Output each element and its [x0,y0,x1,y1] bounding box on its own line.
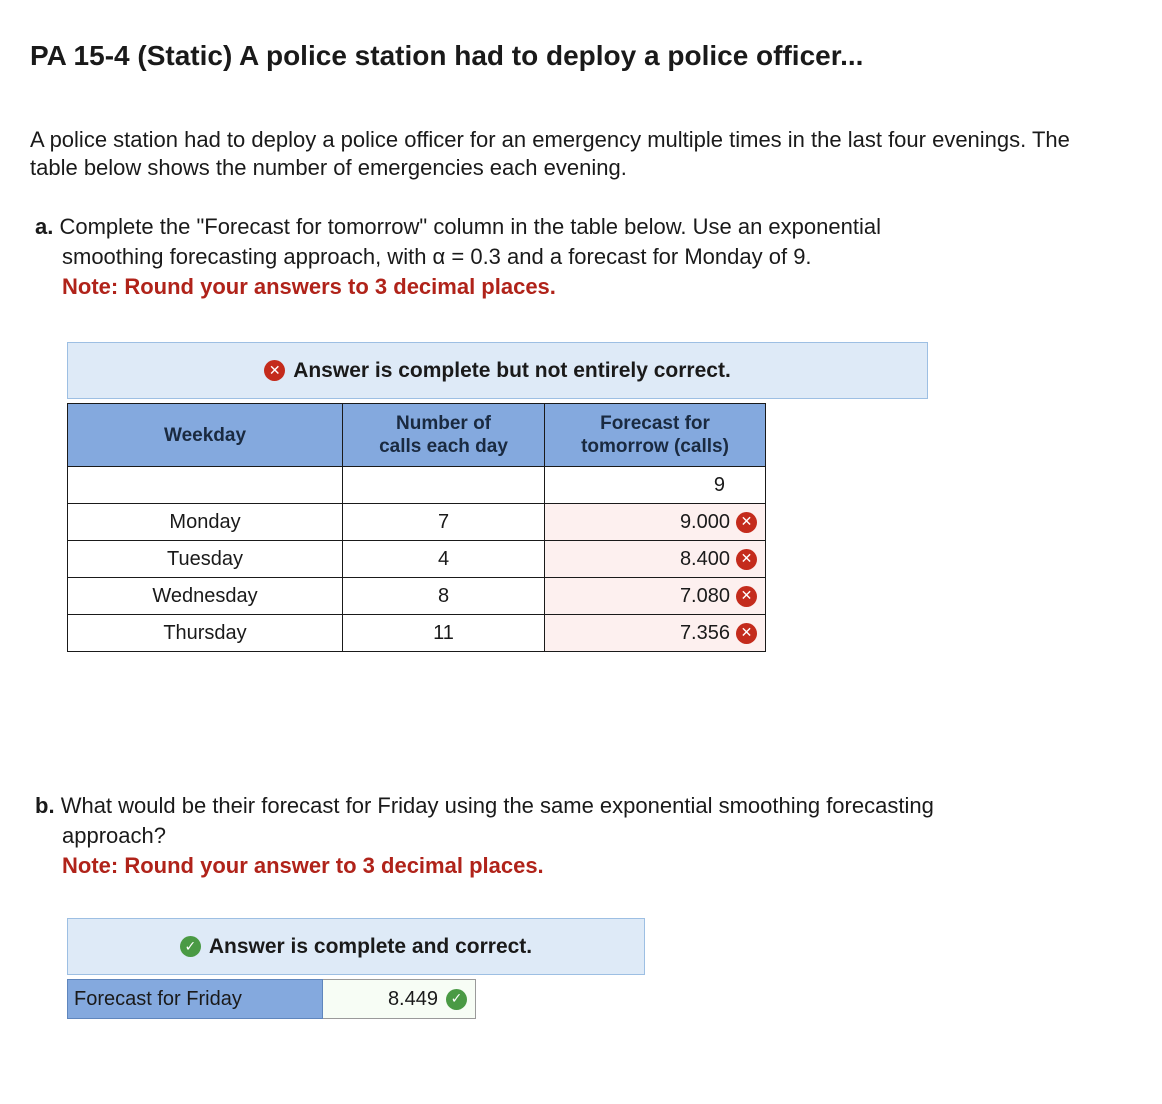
part-b-text-line1: What would be their forecast for Friday using the same exponential smoothing forecasting [60,793,934,818]
friday-forecast-label: Forecast for Friday [67,979,323,1019]
part-b-label: b. [35,793,55,818]
part-b-text-line2: approach? [62,823,166,848]
page-title: PA 15-4 (Static) A police station had to deploy a police officer... [30,40,864,71]
part-b-result-banner [67,918,645,975]
header-calls: Number of calls each day [343,404,545,467]
part-b-question [35,791,934,881]
incorrect-icon: ✕ [264,360,285,381]
table-row [68,504,766,541]
weekday-cell: Wednesday [68,578,343,615]
forecast-value: 9.000 [679,510,730,533]
part-a-question [35,212,881,302]
forecast-input[interactable] [545,504,766,541]
friday-forecast-row [67,979,476,1019]
weekday-cell: Thursday [68,615,343,652]
incorrect-icon: ✕ [736,623,757,644]
table-header-row [68,404,766,467]
part-b-note: Note: Round your answer to 3 decimal places. [62,853,544,878]
table-row-initial [68,467,766,504]
correct-icon: ✓ [446,989,467,1010]
part-a-label: a. [35,214,54,239]
weekday-cell: Monday [68,504,343,541]
incorrect-icon: ✕ [736,586,757,607]
calls-cell: 8 [343,578,545,615]
friday-forecast-value: 8.449 [387,987,438,1010]
calls-cell: 4 [343,541,545,578]
initial-forecast-value: 9 [545,467,766,504]
part-a-note: Note: Round your answers to 3 decimal places. [62,274,556,299]
cell-empty [343,467,545,504]
correct-icon: ✓ [180,936,201,957]
part-a-result-banner [67,342,928,399]
incorrect-icon: ✕ [736,512,757,533]
cell-empty [68,467,343,504]
forecast-value: 8.400 [679,547,730,570]
part-a-text-line2: smoothing forecasting approach, with α = 0.3 and a forecast for Monday of 9. [62,244,812,269]
calls-cell: 7 [343,504,545,541]
forecast-input[interactable] [545,541,766,578]
part-a-text-line1: Complete the "Forecast for tomorrow" column in the table below. Use an exponential [59,214,881,239]
table-row [68,615,766,652]
incorrect-icon: ✕ [736,549,757,570]
calls-cell: 11 [343,615,545,652]
forecast-input[interactable] [545,615,766,652]
table-row [68,578,766,615]
forecast-value: 7.080 [679,584,730,607]
table-row [68,541,766,578]
part-a-result-text: Answer is complete but not entirely correct. [293,358,731,382]
header-forecast: Forecast for tomorrow (calls) [545,404,766,467]
header-weekday: Weekday [68,404,343,467]
weekday-cell: Tuesday [68,541,343,578]
part-b-result-text: Answer is complete and correct. [208,934,533,958]
forecast-input[interactable] [545,578,766,615]
forecast-value: 7.356 [679,621,730,644]
friday-forecast-input[interactable] [323,979,476,1019]
forecast-table [67,403,766,652]
problem-intro: A police station had to deploy a police officer for an emergency multiple times in the last four evenings. The table below shows the number of emergencies each evening. [30,127,1070,180]
